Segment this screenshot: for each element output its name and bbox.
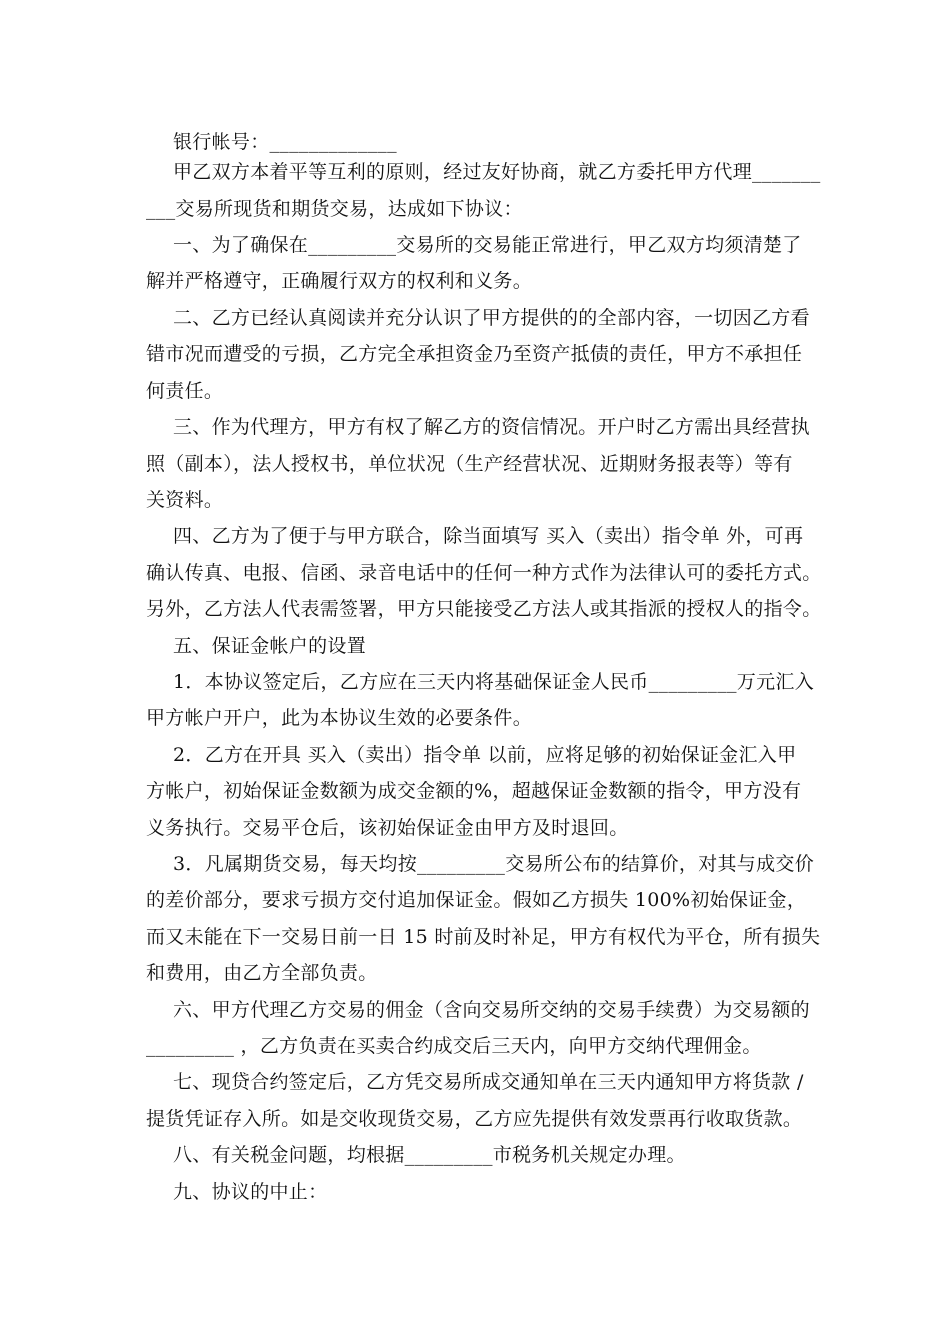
bank-account-line: 银行帐号：_____________ <box>173 131 397 153</box>
clause-7-line: 提货凭证存入所。如是交收现货交易，乙方应先提供有效发票再行收取货款。 <box>146 1108 803 1130</box>
clause-4-line: 确认传真、电报、信函、录音电话中的任何一种方式作为法律认可的委托方式。 <box>146 562 822 584</box>
intro-paragraph-line: ___交易所现货和期货交易，达成如下协议： <box>146 198 523 220</box>
clause-5-3-line: 3．凡属期货交易，每天均按_________交易所公布的结算价，对其与成交价 <box>173 853 814 875</box>
clause-3-line: 三、作为代理方，甲方有权了解乙方的资信情况。开户时乙方需出具经营执 <box>173 416 810 438</box>
clause-5-2-line: 2．乙方在开具 买入（卖出）指令单 以前，应将足够的初始保证金汇入甲 <box>173 744 797 766</box>
clause-4-line: 另外，乙方法人代表需签署，甲方只能接受乙方法人或其指派的授权人的指令。 <box>146 598 822 620</box>
clause-5-1-line: 1．本协议签定后，乙方应在三天内将基础保证金人民币_________万元汇入 <box>173 671 814 693</box>
clause-5-1-line: 甲方帐户开户，此为本协议生效的必要条件。 <box>146 707 533 729</box>
clause-3-line: 关资料。 <box>146 489 224 511</box>
clause-1-line: 解并严格遵守，正确履行双方的权利和义务。 <box>146 270 533 292</box>
clause-4-line: 四、乙方为了便于与甲方联合，除当面填写 买入（卖出）指令单 外，可再 <box>173 525 804 547</box>
intro-paragraph-line: 甲乙双方本着平等互利的原则，经过友好协商，就乙方委托甲方代理_______ <box>173 161 821 183</box>
clause-5-3-line: 和费用，由乙方全部负责。 <box>146 962 378 984</box>
clause-5-2-line: 方帐户，初始保证金数额为成交金额的%，超越保证金数额的指令，甲方没有 <box>146 780 802 802</box>
clause-5-2-line: 义务执行。交易平仓后，该初始保证金由甲方及时退回。 <box>146 817 629 839</box>
clause-9-heading: 九、协议的中止： <box>173 1181 328 1203</box>
clause-5-3-line: 而又未能在下一交易日前一日 15 时前及时补足，甲方有权代为平仓，所有损失 <box>146 926 821 948</box>
clause-6-line: _________ ，乙方负责在买卖合约成交后三天内，向甲方交纳代理佣金。 <box>146 1035 762 1057</box>
clause-8-line: 八、有关税金问题，均根据_________市税务机关规定办理。 <box>173 1144 686 1166</box>
clause-5-3-line: 的差价部分，要求亏损方交付追加保证金。假如乙方损失 100%初始保证金， <box>146 889 807 911</box>
clause-2-line: 何责任。 <box>146 380 224 402</box>
clause-3-line: 照（副本），法人授权书，单位状况（生产经营状况、近期财务报表等）等有 <box>146 453 793 475</box>
clause-5-heading: 五、保证金帐户的设置 <box>173 635 367 657</box>
clause-2-line: 二、乙方已经认真阅读并充分认识了甲方提供的的全部内容，一切因乙方看 <box>173 307 810 329</box>
clause-7-line: 七、现贷合约签定后，乙方凭交易所成交通知单在三天内通知甲方将货款 / <box>173 1071 804 1093</box>
clause-1-line: 一、为了确保在_________交易所的交易能正常进行，甲乙双方均须清楚了 <box>173 234 802 256</box>
clause-2-line: 错市况而遭受的亏损，乙方完全承担资金乃至资产抵债的责任，甲方不承担任 <box>146 343 803 365</box>
clause-6-line: 六、甲方代理乙方交易的佣金（含向交易所交纳的交易手续费）为交易额的 <box>173 999 810 1021</box>
